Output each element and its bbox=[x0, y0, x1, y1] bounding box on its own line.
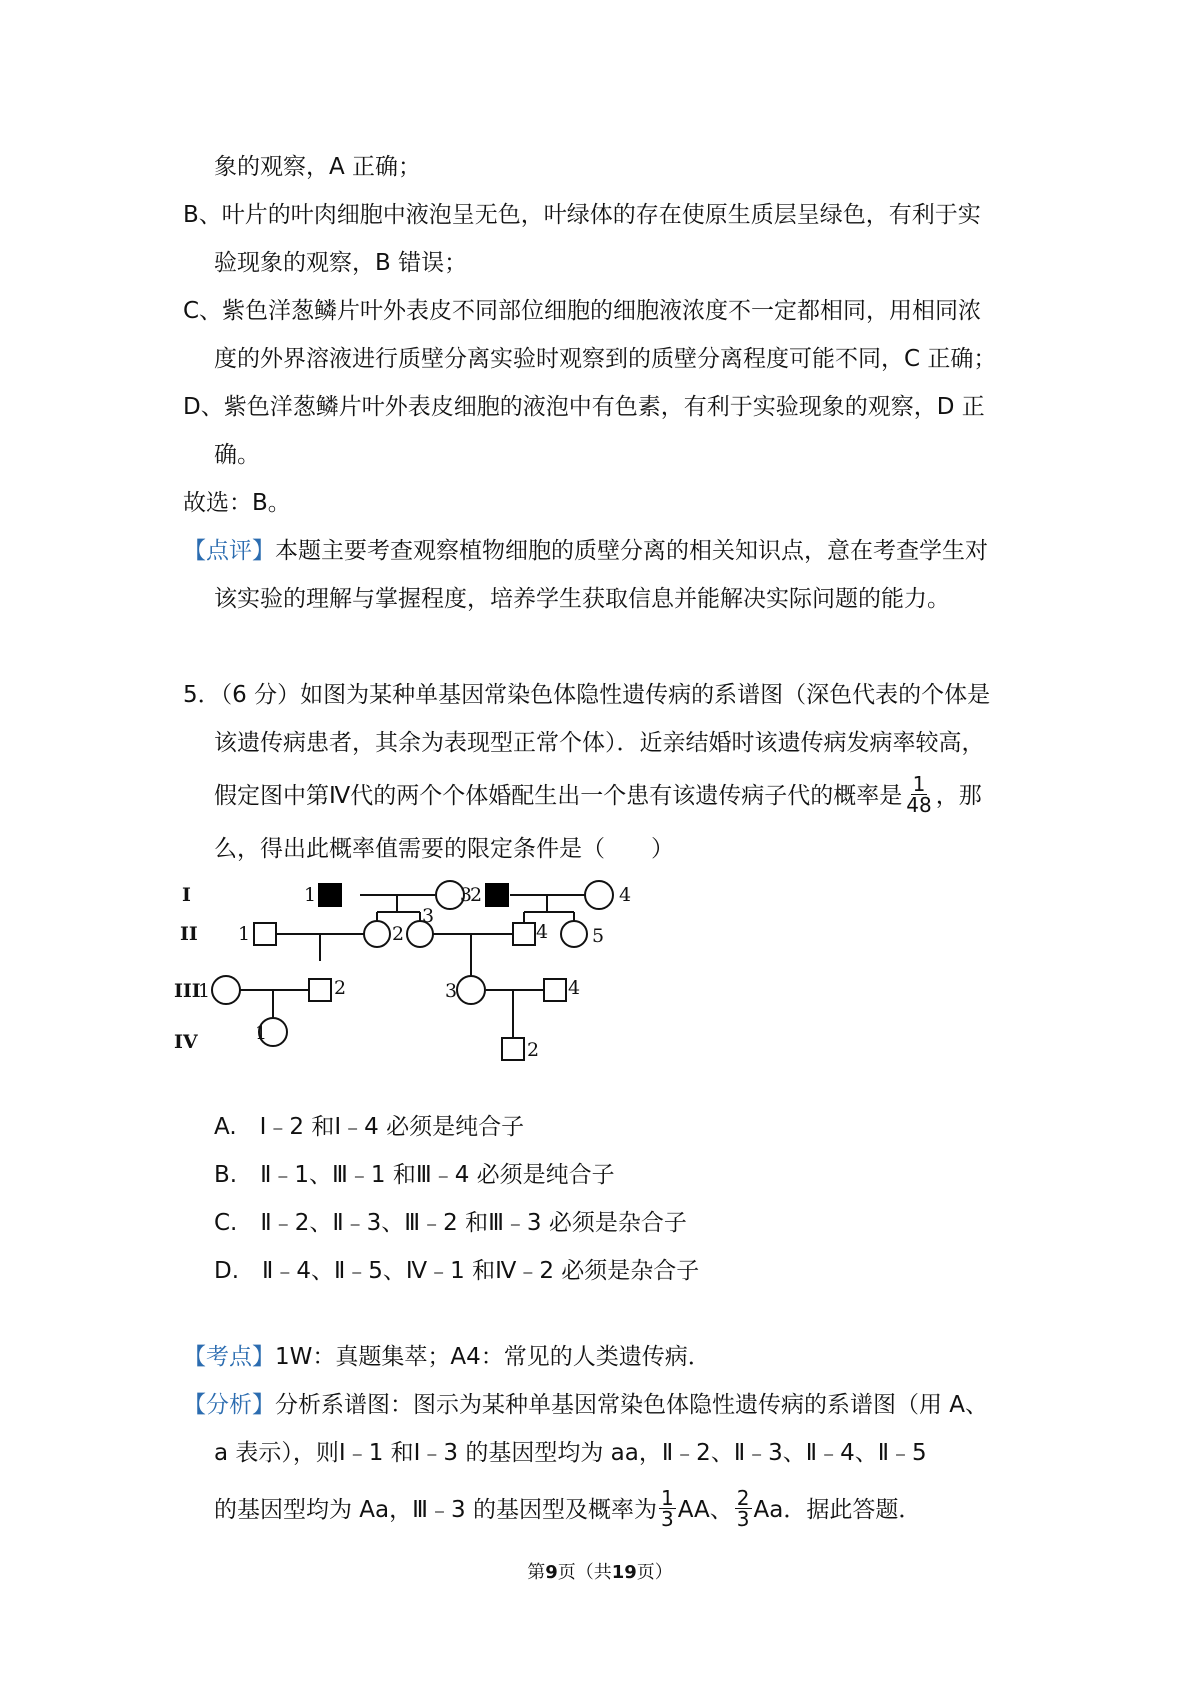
female-normal bbox=[212, 976, 240, 1004]
review-line bbox=[183, 536, 988, 566]
option-c: C. Ⅱ﹣2、Ⅱ﹣3、Ⅲ﹣2 和Ⅲ﹣3 必须是杂合子 bbox=[214, 1210, 687, 1236]
analysis-line bbox=[214, 1486, 922, 1531]
footer-middle: 页（共 bbox=[557, 1562, 612, 1583]
individual-number: 4 bbox=[536, 921, 549, 943]
individual-number: 2 bbox=[334, 977, 347, 999]
generation-label: I bbox=[182, 884, 191, 906]
footer-suffix: 页） bbox=[636, 1562, 673, 1583]
question-stem: 么，得出此概率值需要的限定条件是（ ） bbox=[214, 836, 674, 862]
individual-number: 3 bbox=[459, 884, 472, 906]
male-normal bbox=[309, 979, 331, 1001]
female-normal bbox=[561, 921, 587, 947]
female-normal bbox=[457, 976, 485, 1004]
analysis-text: Aa．据此答题． bbox=[753, 1497, 922, 1523]
male-normal bbox=[513, 923, 535, 945]
individual-number: 3 bbox=[445, 980, 458, 1002]
fraction-numerator: 2 bbox=[736, 1486, 750, 1510]
footer-total: 19 bbox=[611, 1562, 637, 1583]
generation-label: IV bbox=[174, 1031, 198, 1053]
question-text: ，那 bbox=[935, 783, 982, 809]
analysis-line: a 表示），则Ⅰ﹣1 和Ⅰ﹣3 的基因型均为 aa，Ⅱ﹣2、Ⅱ﹣3、Ⅱ﹣4、Ⅱ﹣5 bbox=[214, 1440, 927, 1466]
question-stem: 5．（6 分）如图为某种单基因常染色体隐性遗传病的系谱图（深色代表的个体是 bbox=[183, 682, 991, 708]
answer-line: 确。 bbox=[214, 442, 260, 468]
option-b: B. Ⅱ﹣1、Ⅲ﹣1 和Ⅲ﹣4 必须是纯合子 bbox=[214, 1162, 615, 1188]
question-stem bbox=[214, 772, 982, 817]
probability-fraction bbox=[904, 774, 933, 815]
male-normal bbox=[254, 923, 276, 945]
analysis-tag: 【分析】 bbox=[183, 1392, 275, 1418]
answer-line: 度的外界溶液进行质壁分离实验时观察到的质壁分离程度可能不同，C 正确； bbox=[214, 346, 997, 372]
option-d: D. Ⅱ﹣4、Ⅱ﹣5、Ⅳ﹣1 和Ⅳ﹣2 必须是杂合子 bbox=[214, 1258, 700, 1284]
answer-line: C、紫色洋葱鳞片叶外表皮不同部位细胞的细胞液浓度不一定都相同，用相同浓 bbox=[183, 298, 982, 324]
kaodian-tag: 【考点】 bbox=[183, 1344, 275, 1370]
individual-number: 4 bbox=[619, 884, 632, 906]
individual-number: 3 bbox=[422, 905, 435, 927]
analysis-text: AA、 bbox=[677, 1497, 733, 1523]
kaodian-line bbox=[183, 1342, 711, 1372]
male-affected bbox=[486, 884, 508, 906]
review-text: 本题主要考查观察植物细胞的质壁分离的相关知识点，意在考查学生对 bbox=[275, 538, 988, 564]
generation-label: III bbox=[174, 980, 201, 1002]
male-affected bbox=[319, 884, 341, 906]
male-normal bbox=[544, 979, 566, 1001]
analysis-text: 的基因型均为 Aa，Ⅲ﹣3 的基因型及概率为 bbox=[214, 1497, 657, 1523]
female-normal bbox=[585, 881, 613, 909]
fraction-denominator: 3 bbox=[660, 1507, 674, 1531]
male-normal bbox=[502, 1038, 524, 1060]
option-a: A. Ⅰ﹣2 和Ⅰ﹣4 必须是纯合子 bbox=[214, 1114, 525, 1140]
footer-prefix: 第 bbox=[527, 1562, 546, 1583]
individual-number: 1 bbox=[255, 1022, 268, 1044]
individual-number: 2 bbox=[392, 923, 405, 945]
fraction-two-thirds bbox=[735, 1488, 752, 1529]
fraction-one-third bbox=[659, 1488, 676, 1529]
answer-line: B、叶片的叶肉细胞中液泡呈无色，叶绿体的存在使原生质层呈绿色，有利于实 bbox=[183, 202, 981, 228]
question-stem: 该遗传病患者，其余为表现型正常个体）．近亲结婚时该遗传病发病率较高， bbox=[214, 730, 985, 756]
fraction-numerator: 1 bbox=[912, 772, 926, 796]
fraction-denominator: 48 bbox=[906, 793, 932, 817]
analysis-text: 分析系谱图：图示为某种单基因常染色体隐性遗传病的系谱图（用 A、 bbox=[275, 1392, 989, 1418]
generation-label: II bbox=[180, 923, 198, 945]
review-tag: 【点评】 bbox=[183, 538, 275, 564]
answer-line: 验现象的观察，B 错误； bbox=[214, 250, 468, 276]
question-text: 假定图中第Ⅳ代的两个个体婚配生出一个患有该遗传病子代的概率是 bbox=[214, 783, 903, 809]
review-line: 该实验的理解与掌握程度，培养学生获取信息并能解决实际问题的能力。 bbox=[214, 586, 950, 612]
individual-number: 1 bbox=[304, 884, 317, 906]
individual-number: 4 bbox=[568, 977, 581, 999]
individual-number: 2 bbox=[527, 1039, 540, 1061]
fraction-numerator: 1 bbox=[660, 1486, 674, 1510]
fraction-denominator: 3 bbox=[736, 1507, 750, 1531]
answer-line: D、紫色洋葱鳞片叶外表皮细胞的液泡中有色素，有利于实验现象的观察，D 正 bbox=[183, 394, 985, 420]
page-footer bbox=[0, 1558, 1200, 1584]
female-normal bbox=[364, 921, 390, 947]
kaodian-text: 1W：真题集萃；A4：常见的人类遗传病． bbox=[275, 1344, 711, 1370]
footer-page: 9 bbox=[545, 1562, 558, 1583]
individual-number: 1 bbox=[238, 923, 251, 945]
pedigree-chart bbox=[174, 870, 700, 1092]
analysis-line bbox=[183, 1390, 988, 1420]
answer-line: 象的观察，A 正确； bbox=[214, 154, 422, 180]
individual-number: 2 bbox=[470, 884, 483, 906]
individual-number: 5 bbox=[592, 925, 605, 947]
individual-number: 1 bbox=[198, 980, 211, 1002]
answer-choice-line: 故选：B。 bbox=[183, 490, 291, 516]
